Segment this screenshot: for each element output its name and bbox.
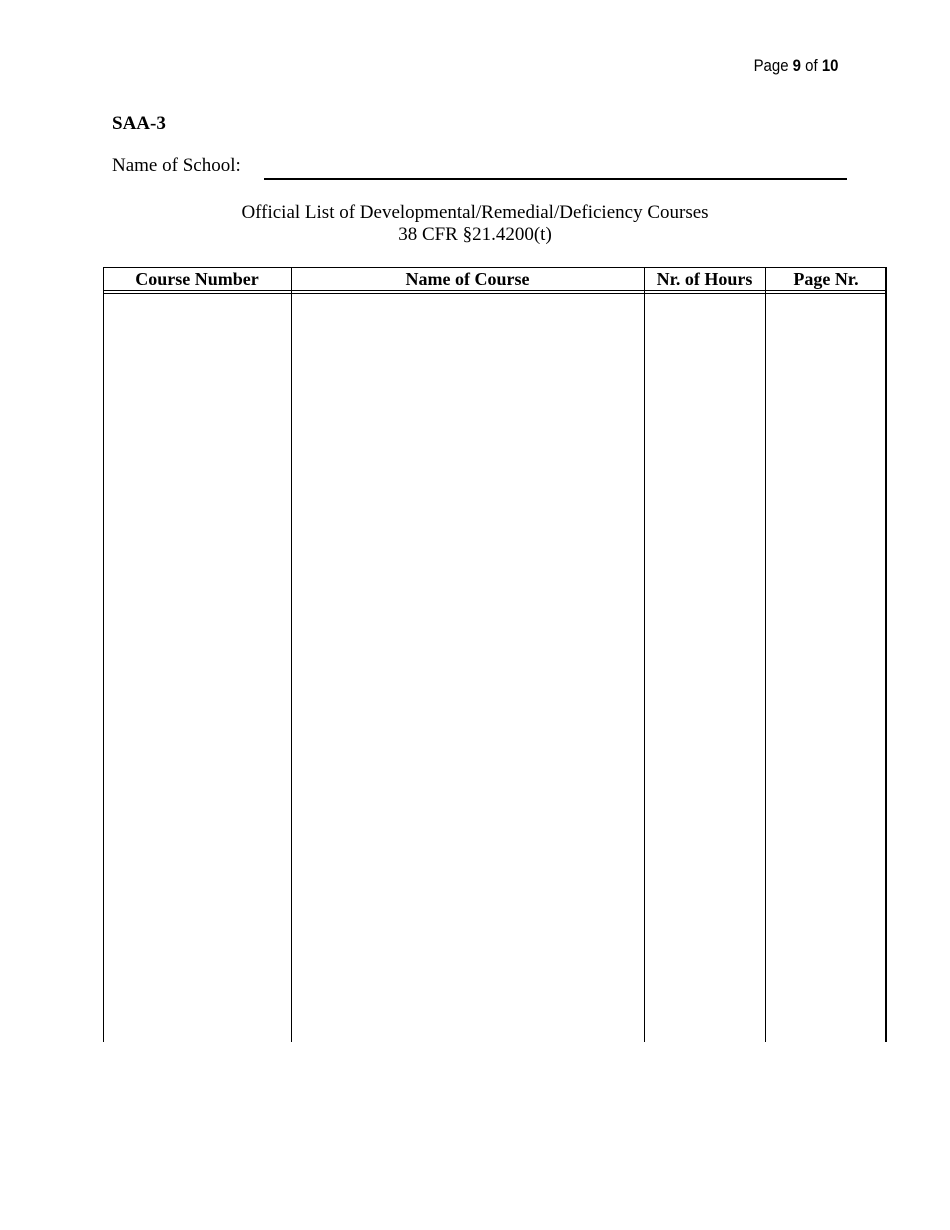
column-divider-3 [765,267,766,1042]
column-divider-2 [644,267,645,1042]
table-body [103,295,887,1042]
header-rule-lower [103,293,887,294]
page-nr-column[interactable] [765,295,887,1042]
table-border-right [885,267,887,1042]
page-separator: of [804,56,818,75]
header-course-number: Course Number [135,269,259,289]
nr-of-hours-column[interactable] [644,295,765,1042]
school-name-label: Name of School: [112,155,241,176]
course-table [103,267,887,1042]
header-rule-upper [103,290,887,291]
header-name-of-course: Name of Course [405,269,530,289]
name-of-course-column[interactable] [291,295,644,1042]
column-divider-1 [291,267,292,1042]
header-page-nr: Page Nr. [793,269,859,289]
page-number [753,56,838,76]
course-number-column[interactable] [103,295,291,1042]
table-border-left [103,267,104,1042]
document-title-line-2: 38 CFR §21.4200(t) [398,224,552,245]
header-nr-of-hours: Nr. of Hours [656,269,753,289]
table-header-row [103,267,887,292]
form-code: SAA-3 [112,113,166,134]
page-label: Page [753,56,789,75]
page-current: 9 [792,56,801,75]
page-total: 10 [821,56,838,75]
school-name-field[interactable] [264,178,847,180]
document-title [0,202,950,246]
document-title-line-1: Official List of Developmental/Remedial/Deficiency Courses [241,202,709,223]
